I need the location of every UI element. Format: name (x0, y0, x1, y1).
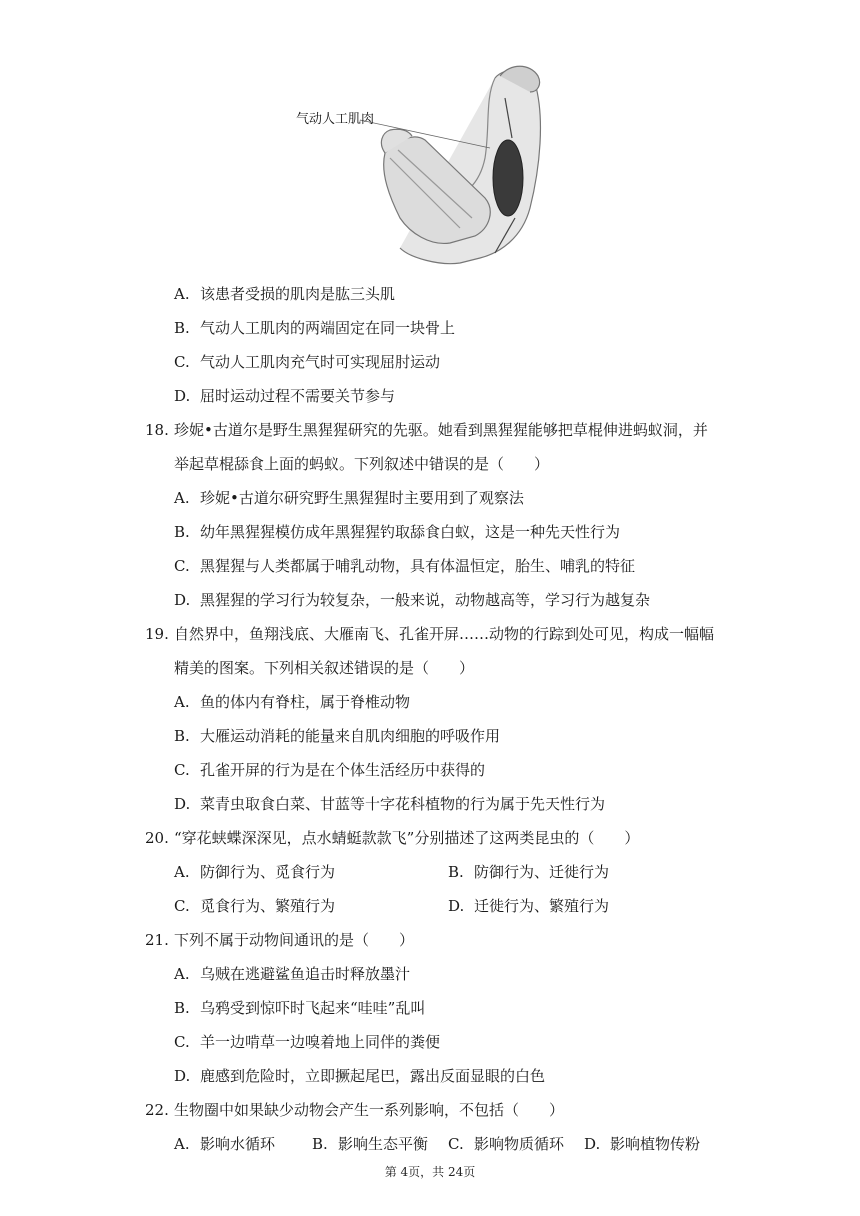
q21-option-a (174, 964, 410, 984)
option-letter: A. (174, 1135, 190, 1153)
q17-option-d (174, 386, 395, 406)
q20-option-c (174, 896, 335, 916)
q18-option-d (174, 590, 650, 610)
option-text: 气动人工肌肉充气时可实现屈肘运动 (200, 353, 441, 371)
option-letter: D. (174, 795, 191, 813)
option-letter: D. (584, 1135, 601, 1153)
q20-stem: “穿花蛱蝶深深见，点水蜻蜓款款飞”分别描述了这两类昆虫的（ ） (174, 829, 640, 847)
option-text: 羊一边啃草一边嗅着地上同伴的粪便 (200, 1033, 441, 1051)
q21-option-c (174, 1032, 440, 1052)
q18-option-b (174, 522, 620, 542)
option-text: 影响生态平衡 (338, 1135, 429, 1153)
q19-option-b (174, 726, 500, 746)
option-text: 大雁运动消耗的能量来自肌肉细胞的呼吸作用 (200, 727, 501, 745)
option-letter: D. (174, 1067, 191, 1085)
option-letter: B. (174, 319, 190, 337)
option-text: 迁徙行为、繁殖行为 (474, 897, 610, 915)
option-letter: C. (174, 1033, 190, 1051)
q17-option-a (174, 284, 395, 304)
option-text: 影响水循环 (200, 1135, 276, 1153)
option-letter: D. (174, 591, 191, 609)
figure-label: 气动人工肌肉 (296, 112, 375, 127)
q19-option-c (174, 760, 485, 780)
option-letter: A. (174, 285, 190, 303)
option-letter: C. (174, 353, 190, 371)
option-text: 觅食行为、繁殖行为 (200, 897, 336, 915)
q22-option-b (312, 1134, 428, 1154)
option-letter: B. (448, 863, 464, 881)
option-text: 鹿感到危险时，立即撅起尾巴，露出反面显眼的白色 (200, 1067, 546, 1085)
option-text: 防御行为、觅食行为 (200, 863, 336, 881)
q18-number: 18. (145, 421, 169, 439)
q18-stem-line2: 举起草棍舔食上面的蚂蚁。下列叙述中错误的是（ ） (174, 455, 550, 473)
option-letter: A. (174, 693, 190, 711)
q22-option-a (174, 1134, 275, 1154)
q19-option-d (174, 794, 605, 814)
q20-number: 20. (145, 829, 169, 847)
q19-number: 19. (145, 625, 169, 643)
q22-stem: 生物圈中如果缺少动物会产生一系列影响，不包括（ ） (174, 1101, 565, 1119)
q21-stem: 下列不属于动物间通讯的是（ ） (174, 931, 415, 949)
option-text: 气动人工肌肉的两端固定在同一块骨上 (200, 319, 456, 337)
q20-option-b (448, 862, 609, 882)
q17-option-b (174, 318, 455, 338)
q18-option-c (174, 556, 635, 576)
option-text: 幼年黑猩猩模仿成年黑猩猩钓取舔食白蚁，这是一种先天性行为 (200, 523, 621, 541)
option-text: 屈时运动过程不需要关节参与 (200, 387, 396, 405)
option-letter: A. (174, 863, 190, 881)
q21-option-d (174, 1066, 545, 1086)
q18-option-a (174, 488, 524, 508)
q22-option-d (584, 1134, 700, 1154)
option-letter: A. (174, 489, 190, 507)
option-letter: B. (174, 999, 190, 1017)
option-text: 乌贼在逃避鲨鱼追击时释放墨汁 (200, 965, 411, 983)
option-letter: C. (174, 897, 190, 915)
option-text: 防御行为、迁徙行为 (474, 863, 610, 881)
option-text: 黑猩猩的学习行为较复杂，一般来说，动物越高等，学习行为越复杂 (200, 591, 651, 609)
option-letter: C. (174, 761, 190, 779)
q18-stem-line1: 珍妮•古道尔是野生黑猩猩研究的先驱。她看到黑猩猩能够把草棍伸进蚂蚁洞，并 (174, 421, 708, 439)
q21-number: 21. (145, 931, 169, 949)
option-letter: D. (448, 897, 465, 915)
option-text: 鱼的体内有脊柱，属于脊椎动物 (200, 693, 411, 711)
q20-option-d (448, 896, 609, 916)
q22-number: 22. (145, 1101, 169, 1119)
option-text: 影响物质循环 (474, 1135, 565, 1153)
option-text: 乌鸦受到惊吓时飞起来“哇哇”乱叫 (200, 999, 426, 1017)
option-text: 孔雀开屏的行为是在个体生活经历中获得的 (200, 761, 486, 779)
option-text: 该患者受损的肌肉是肱三头肌 (200, 285, 396, 303)
option-text: 菜青虫取食白菜、甘蓝等十字花科植物的行为属于先天性行为 (200, 795, 606, 813)
option-text: 影响植物传粉 (610, 1135, 701, 1153)
q21-option-b (174, 998, 425, 1018)
q20-option-a (174, 862, 335, 882)
option-letter: A. (174, 965, 190, 983)
option-letter: B. (174, 727, 190, 745)
q19-stem-line2: 精美的图案。下列相关叙述错误的是（ ） (174, 659, 475, 677)
option-letter: D. (174, 387, 191, 405)
option-text: 黑猩猩与人类都属于哺乳动物，具有体温恒定，胎生、哺乳的特征 (200, 557, 636, 575)
option-letter: C. (448, 1135, 464, 1153)
q19-option-a (174, 692, 410, 712)
page-footer: 第 4页，共 24页 (384, 1165, 476, 1179)
option-text: 珍妮•古道尔研究野生黑猩猩时主要用到了观察法 (200, 489, 524, 507)
q17-option-c (174, 352, 440, 372)
option-letter: B. (174, 523, 190, 541)
q19-stem-line1: 自然界中，鱼翔浅底、大雁南飞、孔雀开屏……动物的行踪到处可见，构成一幅幅 (174, 625, 715, 643)
q22-option-c (448, 1134, 564, 1154)
artificial-muscle (493, 140, 523, 216)
option-letter: B. (312, 1135, 328, 1153)
arm-muscle-figure (290, 58, 560, 273)
option-letter: C. (174, 557, 190, 575)
